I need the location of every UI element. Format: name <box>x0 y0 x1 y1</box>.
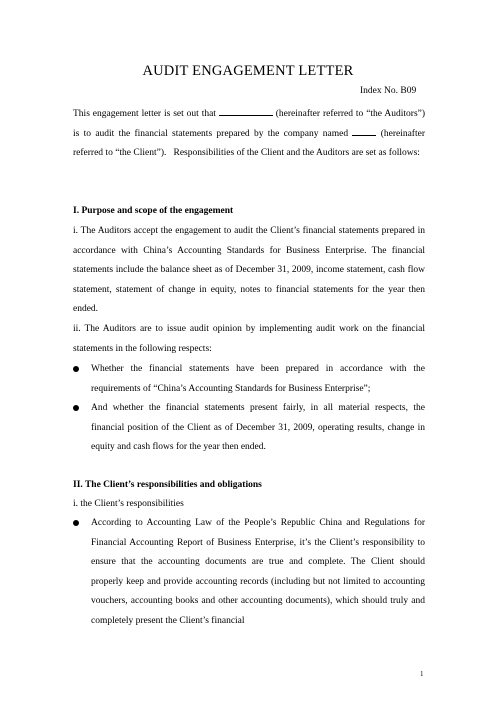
section-1-bullet-1 <box>73 360 425 399</box>
section-2-heading: II. The Client’s responsibilities and obligations <box>73 480 262 490</box>
client-name-blank <box>352 126 376 136</box>
section-1-bullet-2 <box>73 399 425 458</box>
section-2-bullet-1 <box>73 514 425 631</box>
document-title: AUDIT ENGAGEMENT LETTER <box>142 63 354 79</box>
intro-text-2: (hereinafter referred to “the Auditors”) is to audit the financial statements prepared by the company named <box>73 109 426 139</box>
auditor-name-blank <box>219 106 273 116</box>
bullet-dot <box>73 520 79 526</box>
section-1-para-ii: ii. The Auditors are to issue audit opinion by implementing audit work on the financial statements in the following respects: <box>73 324 425 354</box>
intro-paragraph <box>73 105 425 164</box>
bullet-text: According to Accounting Law of the People’s Republic China and Regulations for Financial Accounting Report of Business Enterprise, it’s the Client’s responsibility to ensure that the accounting documents are true and complete. The Client should properly keep and provide accounting records (including but not limited to accounting vouchers, accounting books and other accounting documents), which should truly and completely present the Client’s financial <box>91 518 425 626</box>
bullet-dot <box>73 366 79 372</box>
bullet-text: Whether the financial statements have been prepared in accordance with the requirements of “China’s Accounting Standards for Business Enterprise”; <box>91 364 425 394</box>
section-1-para-i: i. The Auditors accept the engagement to audit the Client’s financial statements prepared in accordance with China’s Accounting Standards for Business Enterprise. The financial statements include the balance sheet as of December 31, 2009, income statement, cash flow statement, statement of change in equity, notes to financial statements for the year then ended. <box>73 226 425 314</box>
bullet-dot <box>73 405 79 411</box>
page-number: 1 <box>420 670 424 678</box>
index-number: Index No. B09 <box>360 86 417 96</box>
section-1-heading: I. Purpose and scope of the engagement <box>73 206 234 216</box>
intro-text-1: This engagement letter is set out that <box>73 109 216 119</box>
section-2-subheading: i. the Client’s responsibilities <box>73 499 184 509</box>
intro-text-3: (hereinafter referred to “the Client”). Responsibilities of the Client and the Auditors are set as follows: <box>73 128 425 158</box>
bullet-text: And whether the financial statements present fairly, in all material respects, the financial position of the Client as of December 31, 2009, operating results, change in equity and cash flows for the year then ended. <box>91 403 425 452</box>
